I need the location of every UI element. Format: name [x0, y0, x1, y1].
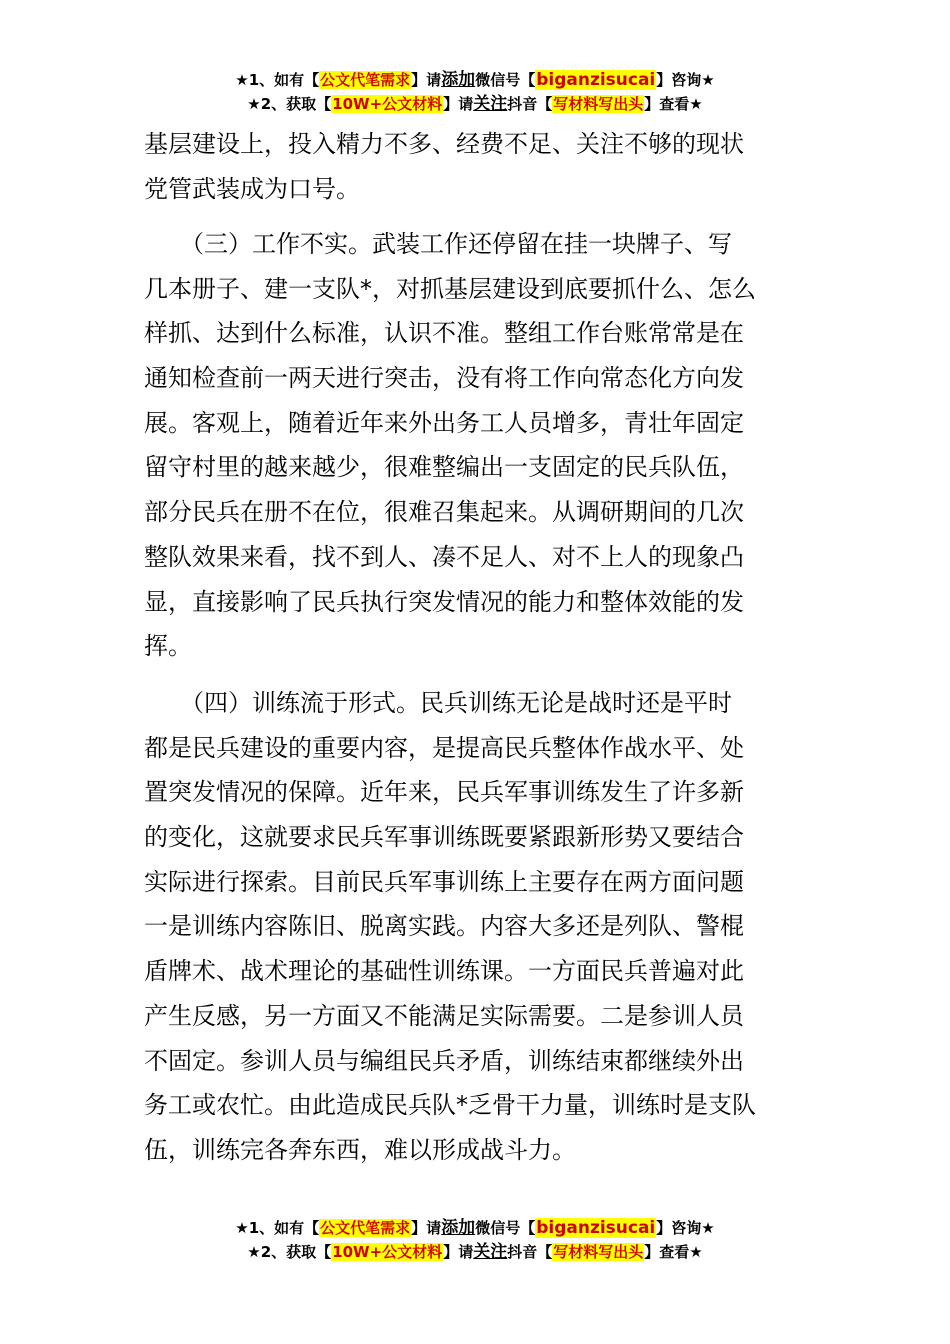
banner-underline: 添加	[441, 70, 476, 90]
text-line: 实际进行探索。目前民兵军事训练上主要存在两方面问题	[144, 867, 744, 896]
banner-text: 抖音【	[507, 95, 553, 113]
banner-text: 】咨询★	[656, 71, 715, 89]
banner-underline: 关注	[473, 1242, 508, 1262]
text-line: （三）工作不实。武装工作还停留在挂一块牌子、写	[144, 230, 732, 258]
banner-text: 抖音【	[507, 1243, 553, 1261]
banner-highlight: 10W+公文材料	[332, 95, 443, 113]
paragraph-work-not-solid	[144, 222, 808, 669]
banner-text: 】查看★	[644, 95, 703, 113]
banner-text: ★1、如有【	[235, 1219, 320, 1237]
banner-text: ★1、如有【	[235, 71, 320, 89]
text-line: 整队效果来看，找不到人、凑不足人、对不上人的现象凸	[144, 542, 744, 571]
banner-highlight: 写材料写出头	[553, 95, 644, 113]
banner-text: ★2、获取【	[247, 95, 332, 113]
text-line: 挥。	[144, 632, 192, 661]
header-banner	[0, 68, 950, 116]
text-line: 几本册子、建一支队*，对抓基层建设到底要抓什么、怎么	[144, 274, 756, 303]
text-line: 样抓、达到什么标准，认识不准。整组工作台账常常是在	[144, 319, 744, 348]
text-line: 产生反感，另一方面又不能满足实际需要。二是参训人员	[144, 1001, 744, 1030]
paragraph-continuation	[144, 122, 808, 211]
banner-text: 微信号【	[475, 71, 536, 89]
text-line: 一是训练内容陈旧、脱离实践。内容大多还是列队、警棍	[144, 912, 744, 941]
banner-highlight: 公文代笔需求	[320, 71, 411, 89]
banner-text: 】查看★	[644, 1243, 703, 1261]
banner-line-2	[0, 92, 950, 116]
banner-text: 】请	[411, 1219, 442, 1237]
text-line: 留守村里的越来越少，很难整编出一支固定的民兵队伍，	[144, 453, 744, 482]
banner-highlight: 写材料写出头	[553, 1243, 644, 1261]
banner-highlight: 10W+公文材料	[332, 1243, 443, 1261]
footer-banner	[0, 1216, 950, 1264]
banner-line-1	[0, 68, 950, 92]
banner-highlight: biganzisucai	[536, 70, 656, 90]
banner-text: 微信号【	[475, 1219, 536, 1237]
text-line: 显，直接影响了民兵执行突发情况的能力和整体效能的发	[144, 587, 744, 616]
text-line: 通知检查前一两天进行突击，没有将工作向常态化方向发	[144, 364, 744, 393]
banner-text: 】咨询★	[656, 1219, 715, 1237]
text-line: 务工或农忙。由此造成民兵队*乏骨干力量，训练时是支队	[144, 1091, 756, 1120]
text-line: 部分民兵在册不在位，很难召集起来。从调研期间的几次	[144, 498, 744, 527]
text-line: 基层建设上，投入精力不多、经费不足、关注不够的现状	[144, 130, 744, 158]
text-line: 置突发情况的保障。近年来，民兵军事训练发生了许多新	[144, 778, 744, 807]
text-line: （四）训练流于形式。民兵训练无论是战时还是平时	[144, 689, 732, 717]
text-line: 不固定。参训人员与编组民兵矛盾，训练结束都继续外出	[144, 1046, 744, 1075]
banner-line-1	[0, 1216, 950, 1240]
banner-highlight: biganzisucai	[536, 1218, 656, 1238]
text-line: 盾牌术、战术理论的基础性训练课。一方面民兵普遍对此	[144, 957, 744, 986]
text-line: 党管武装成为口号。	[144, 174, 360, 203]
banner-text: 】请	[411, 71, 442, 89]
banner-text: ★2、获取【	[247, 1243, 332, 1261]
text-line: 的变化，这就要求民兵军事训练既要紧跟新形势又要结合	[144, 823, 744, 852]
banner-underline: 关注	[473, 94, 508, 114]
text-line: 展。客观上，随着近年来外出务工人员增多，青壮年固定	[144, 408, 744, 437]
text-line: 都是民兵建设的重要内容，是提高民兵整体作战水平、处	[144, 733, 744, 762]
banner-text: 】请	[443, 1243, 474, 1261]
banner-highlight: 公文代笔需求	[320, 1219, 411, 1237]
banner-line-2	[0, 1240, 950, 1264]
banner-underline: 添加	[441, 1218, 476, 1238]
banner-text: 】请	[443, 95, 474, 113]
text-line: 伍，训练完各奔东西，难以形成战斗力。	[144, 1135, 576, 1164]
paragraph-training-formality	[144, 681, 808, 1173]
